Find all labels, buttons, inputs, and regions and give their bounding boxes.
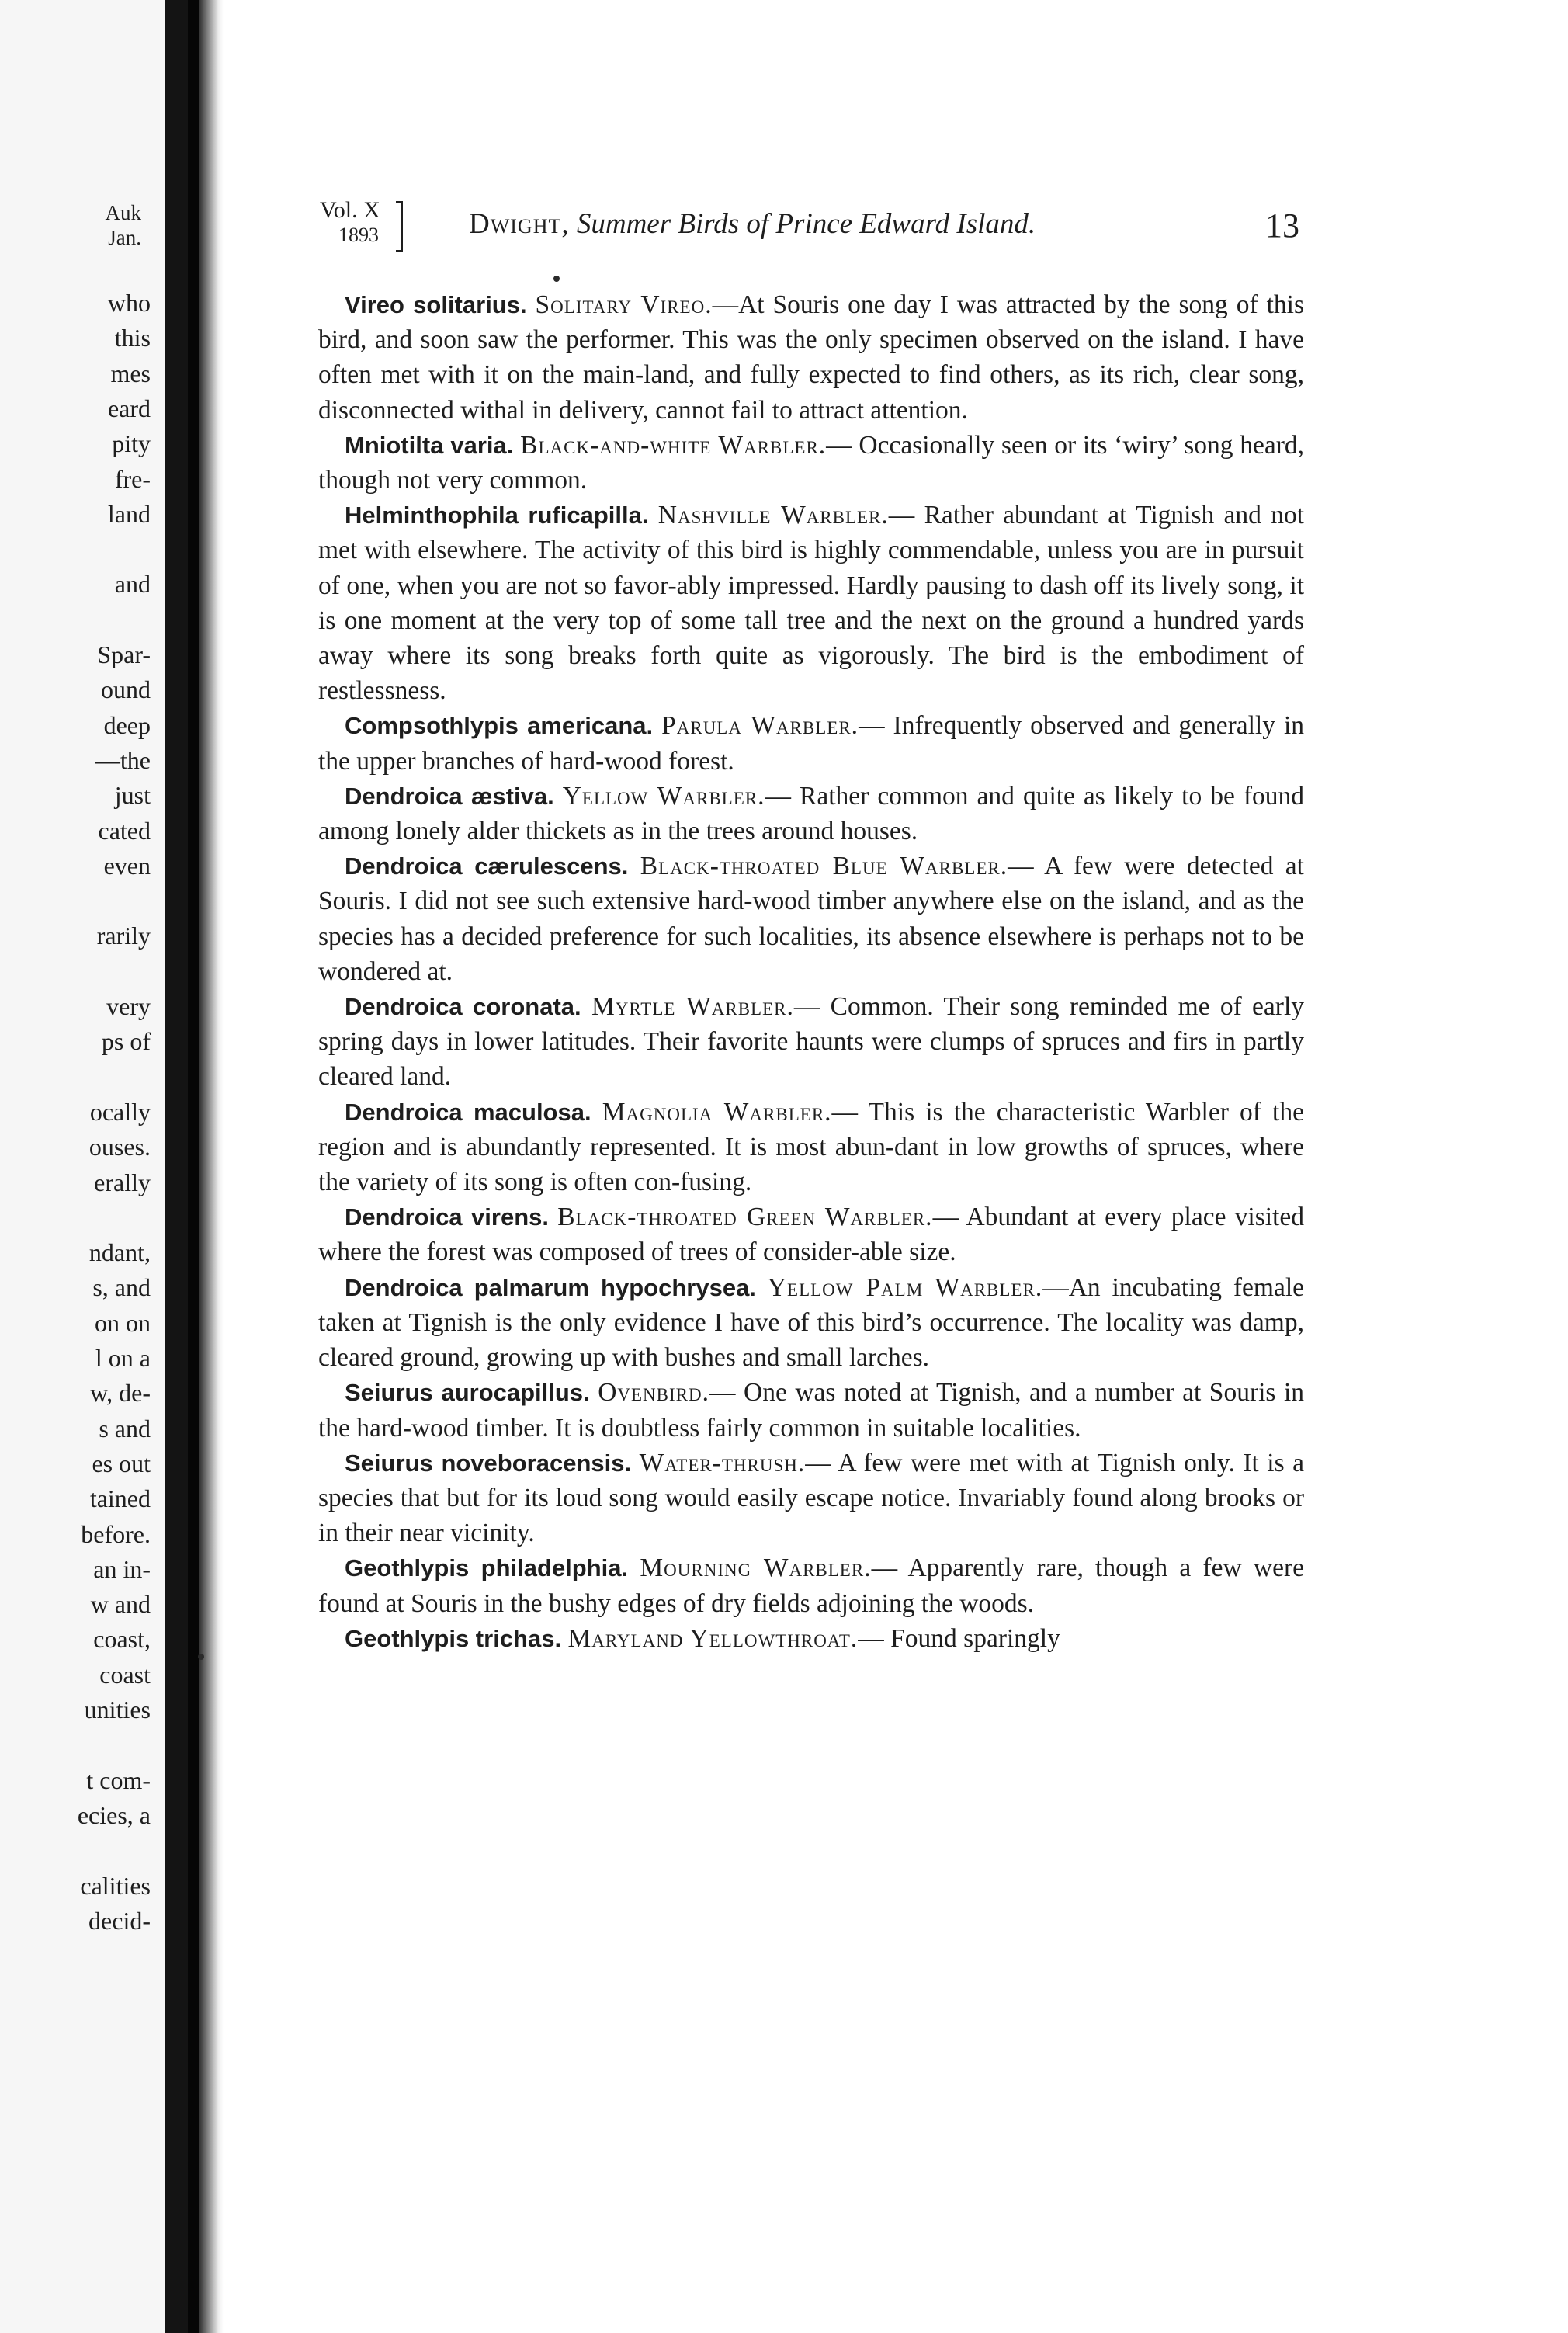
scientific-name: Mniotilta varia. bbox=[345, 431, 514, 459]
species-entry bbox=[318, 1550, 1304, 1620]
page-number: 13 bbox=[1265, 207, 1299, 245]
volume-info bbox=[318, 198, 404, 252]
left-page-fragment: tained bbox=[89, 1484, 151, 1513]
scientific-name: Seiurus aurocapillus. bbox=[345, 1379, 590, 1407]
scientific-name: Geothlypis philadelphia. bbox=[345, 1554, 629, 1582]
scientific-name: Dendroica maculosa. bbox=[345, 1098, 591, 1126]
left-page-fragment: ndant, bbox=[88, 1238, 151, 1267]
left-page-fragment: an in- bbox=[93, 1554, 151, 1583]
species-entry bbox=[318, 849, 1304, 989]
common-name: Parula Warbler. bbox=[661, 711, 859, 741]
left-page-fragment: just bbox=[114, 781, 151, 810]
scientific-name: Dendroica virens. bbox=[345, 1203, 550, 1231]
left-page-fragment: Spar- bbox=[97, 641, 151, 668]
left-page-fragment: this bbox=[114, 324, 151, 352]
binding-fade bbox=[199, 0, 224, 2333]
entry-text: — A few were detected at Souris. I did not see such extensive hard-wood timber anywhere else on the island, and as the species has a decided preference for such localities, its absence elsewhere is perhaps not to be wondered at. bbox=[318, 852, 1304, 986]
left-page-fragment: s, and bbox=[92, 1273, 151, 1302]
common-name: Black-and-white Warbler. bbox=[520, 430, 827, 460]
species-entry bbox=[318, 1199, 1304, 1269]
left-page-fragment: ecies, a bbox=[77, 1800, 151, 1829]
article-title: Summer Birds of Prince Edward Island. bbox=[576, 208, 1036, 240]
entry-text: —At Souris one day I was attracted by the song of this bird, and soon saw the performer. This was the only specimen observed on the island. I have often met with it on the main-land, and fully expected to find others, as its rich, clear song, disconnected withal in delivery, cannot fail to attract attention. bbox=[318, 290, 1304, 425]
common-name: Water-thrush. bbox=[639, 1448, 806, 1477]
species-entry bbox=[318, 1270, 1304, 1376]
left-page-fragment: fre- bbox=[114, 464, 151, 493]
scientific-name: Dendroica æstiva. bbox=[345, 782, 554, 810]
running-title bbox=[469, 207, 1036, 241]
journal-name: Auk bbox=[105, 201, 141, 224]
common-name: Solitary Vireo. bbox=[535, 290, 713, 319]
common-name: Black-throated Green Warbler. bbox=[557, 1203, 933, 1232]
entry-text: — Apparently rare, though a few were found at Souris in the bushy edges of dry fields adjoining the woods. bbox=[318, 1554, 1304, 1618]
species-entry bbox=[318, 1446, 1304, 1551]
left-page-fragment: rarily bbox=[96, 922, 151, 950]
left-page-fragment: very bbox=[106, 992, 151, 1020]
species-entry bbox=[318, 1621, 1304, 1656]
left-page-fragment: w, de- bbox=[90, 1379, 151, 1408]
entry-text: — Rather abundant at Tignish and not met with elsewhere. The activity of this bird is highly commendable, unless you are in pursuit of one, when you are not so favor-ably impressed. Hardly pausing to dash off its lively song, it is one moment at the very top of some tall tree and the next on the ground a hundred yards away where its song breaks forth quite as vigorously. The bird is the embodiment of restlessness. bbox=[318, 501, 1305, 706]
print-speck bbox=[198, 1654, 204, 1660]
left-page-fragment: pity bbox=[112, 429, 151, 458]
entry-text: — One was noted at Tignish, and a number at Souris in the hard-wood timber. It is doubtless fairly common in suitable localities. bbox=[318, 1378, 1305, 1443]
common-name: Myrtle Warbler. bbox=[591, 992, 794, 1022]
entry-text: — Common. Their song reminded me of early spring days in lower latitudes. Their favorite haunts were clumps of spruces and firs in partly cleared land. bbox=[318, 992, 1305, 1092]
left-page-fragment: mes bbox=[110, 359, 151, 387]
left-page-fragment: eard bbox=[107, 394, 151, 422]
volume-year: 1893 bbox=[338, 224, 379, 246]
left-page-fragment: who bbox=[107, 289, 151, 317]
entry-text: — Rather common and quite as likely to be found among lonely alder thickets as in the trees around houses. bbox=[318, 781, 1305, 846]
common-name: Yellow Warbler. bbox=[562, 781, 765, 811]
volume-label: Vol. X bbox=[320, 197, 380, 223]
scientific-name: Dendroica coronata. bbox=[345, 993, 581, 1021]
left-page-header bbox=[106, 200, 142, 250]
left-page-fragment: coast bbox=[99, 1660, 151, 1689]
article-body bbox=[318, 287, 1304, 1656]
species-entry bbox=[318, 428, 1304, 498]
entry-text: — Occasionally seen or its ‘wiry’ song heard, though not very common. bbox=[318, 430, 1305, 495]
left-page-fragment: erally bbox=[94, 1168, 151, 1196]
volume-bracket bbox=[396, 201, 403, 252]
entry-text: — Abundant at every place visited where the forest was composed of trees of consider-able size. bbox=[318, 1203, 1305, 1267]
scientific-name: Vireo solitarius. bbox=[345, 291, 527, 318]
entry-text: — Found sparingly bbox=[858, 1623, 1060, 1653]
left-page-fragment: and bbox=[114, 570, 151, 599]
scientific-name: Compsothlypis americana. bbox=[345, 712, 654, 740]
entry-text: —An incubating female taken at Tignish is the only evidence I have of this bird’s occurrence. The locality was damp, cleared ground, growing up with bushes and small larches. bbox=[318, 1272, 1305, 1373]
common-name: Yellow Palm Warbler. bbox=[767, 1272, 1043, 1302]
scientific-name: Seiurus noveboracensis. bbox=[345, 1449, 632, 1477]
left-page-fragment: ocally bbox=[89, 1097, 151, 1126]
left-page-fragment: unities bbox=[84, 1696, 151, 1724]
left-page-fragment: cated bbox=[98, 816, 151, 845]
left-page-fragment: ps of bbox=[101, 1027, 151, 1056]
left-page-fragment: decid- bbox=[88, 1906, 151, 1935]
species-entry bbox=[318, 1095, 1304, 1200]
species-entry bbox=[318, 287, 1304, 428]
entry-text: — A few were met with at Tignish only. It is a species that but for its loud song would easily escape notice. Invariably found along brooks or in their near vicinity. bbox=[318, 1448, 1304, 1548]
common-name: Magnolia Warbler. bbox=[602, 1097, 832, 1127]
species-entry bbox=[318, 708, 1304, 778]
common-name: Nashville Warbler. bbox=[657, 501, 889, 530]
author-name: Dwight, bbox=[469, 208, 570, 240]
species-entry bbox=[318, 498, 1304, 708]
scientific-name: Dendroica cærulescens. bbox=[345, 852, 629, 880]
left-page-fragment: land bbox=[107, 499, 151, 528]
journal-date: Jan. bbox=[108, 226, 141, 249]
common-name: Ovenbird. bbox=[598, 1378, 709, 1408]
left-page-fragment: before. bbox=[81, 1519, 151, 1548]
left-page-fragment: on on bbox=[95, 1308, 151, 1337]
left-page-fragment: ound bbox=[101, 675, 151, 704]
common-name: Maryland Yellowthroat. bbox=[567, 1623, 859, 1653]
left-page-fragment: l on a bbox=[95, 1344, 151, 1372]
species-entry bbox=[318, 989, 1304, 1095]
left-page-fragment: s and bbox=[99, 1414, 151, 1443]
common-name: Black-throated Blue Warbler. bbox=[640, 852, 1008, 881]
print-speck bbox=[553, 276, 560, 282]
left-page-fragment: t com- bbox=[86, 1765, 151, 1794]
left-facing-page bbox=[0, 0, 165, 2333]
species-entry bbox=[318, 1375, 1304, 1445]
left-page-fragment: —the bbox=[95, 745, 151, 774]
scientific-name: Dendroica palmarum hypochrysea. bbox=[345, 1273, 756, 1301]
scientific-name: Geothlypis trichas. bbox=[345, 1624, 562, 1652]
common-name: Mourning Warbler. bbox=[640, 1554, 872, 1583]
left-page-fragment: w and bbox=[90, 1590, 151, 1619]
binding-shadow bbox=[165, 0, 188, 2333]
left-page-fragment: coast, bbox=[93, 1625, 151, 1654]
left-page-fragment: even bbox=[103, 851, 151, 880]
binding-gutter bbox=[188, 0, 199, 2333]
species-entry bbox=[318, 779, 1304, 849]
left-page-fragment: calities bbox=[80, 1871, 151, 1900]
left-page-fragment: ouses. bbox=[88, 1133, 151, 1161]
entry-text: — This is the characteristic Warbler of the region and is abundantly represented. It is most abun-dant in low growths of spruces, where the variety of its song is often con-fusing. bbox=[318, 1097, 1304, 1197]
left-page-fragment: deep bbox=[103, 710, 151, 739]
scientific-name: Helminthophila ruficapilla. bbox=[345, 502, 649, 529]
left-page-fragment: es out bbox=[92, 1449, 151, 1477]
entry-text: — Infrequently observed and generally in the upper branches of hard-wood forest. bbox=[318, 711, 1304, 776]
